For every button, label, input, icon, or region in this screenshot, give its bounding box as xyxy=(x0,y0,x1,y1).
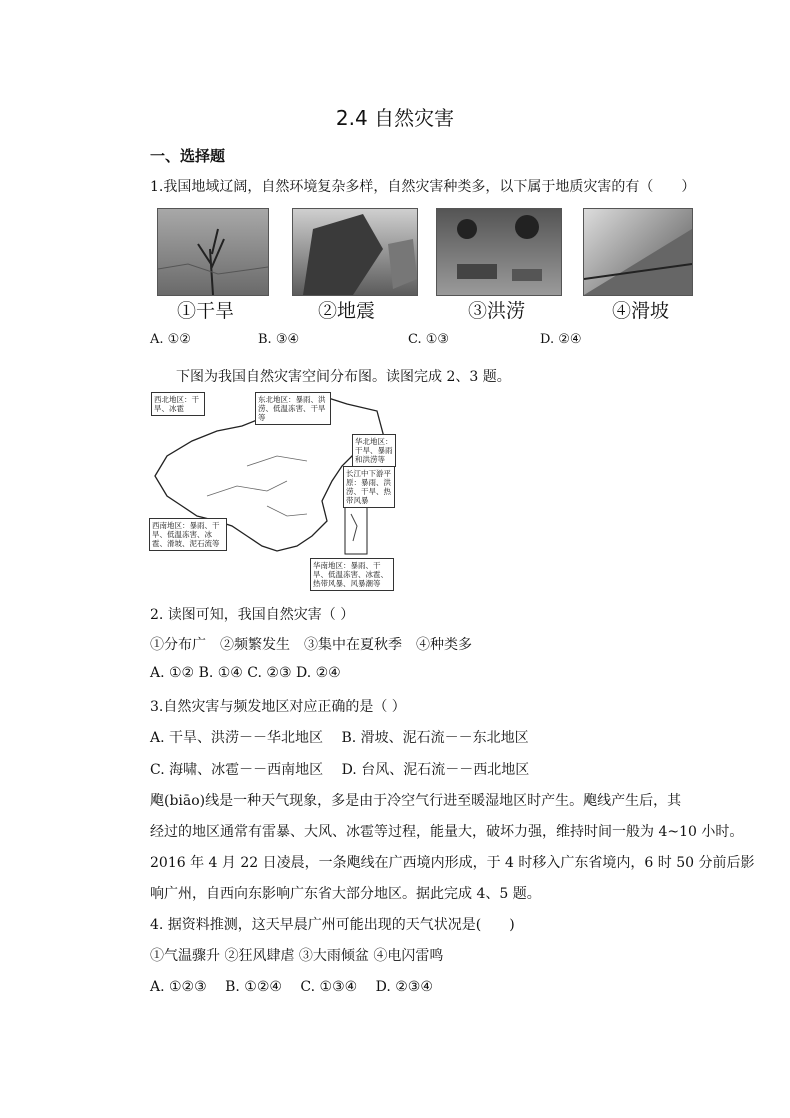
passage-line-3: 2016 年 4 月 22 日凌晨，一条飑线在广西境内形成，于 4 时移入广东省境内，6 时 50 分前后影 xyxy=(150,855,755,871)
q3-options-row1: A. 干旱、洪涝－－华北地区 B. 滑坡、泥石流－－东北地区 xyxy=(150,730,529,746)
passage-line-2: 经过的地区通常有雷暴、大风、冰雹等过程，能量大，破坏力强，维持时间一般为 4~10 小时。 xyxy=(150,824,744,840)
caption-earthquake: ②地震 xyxy=(318,300,376,322)
q1-option-b: B. ③④ xyxy=(258,332,300,347)
label-south: 华南地区：暴雨、干旱、低温冻害、冰雹、热带风暴、风暴潮等 xyxy=(310,558,394,591)
q1-option-c: C. ①③ xyxy=(408,332,450,347)
landslide-photo xyxy=(583,208,693,296)
q4-items: ①气温骤升 ②狂风肆虐 ③大雨倾盆 ④电闪雷鸣 xyxy=(150,948,444,964)
label-north: 华北地区：干旱、暴雨和洪涝等 xyxy=(352,434,396,467)
q3-options-row2: C. 海啸、冰雹－－西南地区 D. 台风、泥石流－－西北地区 xyxy=(150,762,530,778)
disaster-map xyxy=(147,386,393,594)
caption-drought: ①干旱 xyxy=(177,300,235,322)
q4-stem: 4. 据资料推测，这天早晨广州可能出现的天气状况是( ) xyxy=(150,917,515,933)
q1-option-d: D. ②④ xyxy=(540,332,582,347)
earthquake-photo xyxy=(292,208,418,296)
q2-items: ①分布广 ②频繁发生 ③集中在夏秋季 ④种类多 xyxy=(150,637,472,653)
label-northwest: 西北地区：干旱、冰雹 xyxy=(151,392,205,416)
q2-stem: 2. 读图可知，我国自然灾害（ ） xyxy=(150,607,355,623)
label-yangtze: 长江中下游平原：暴雨、洪涝、干旱、热带风暴 xyxy=(343,466,395,508)
passage-line-4: 响广州，自西向东影响广东省大部分地区。据此完成 4、5 题。 xyxy=(150,886,541,902)
section-heading: 一、选择题 xyxy=(150,147,226,165)
q1-option-a: A. ①② xyxy=(150,332,191,347)
caption-flood: ③洪涝 xyxy=(468,300,526,322)
drought-photo xyxy=(157,208,269,296)
q1-stem: 1.我国地域辽阔，自然环境复杂多样，自然灾害种类多，以下属于地质灾害的有（ ） xyxy=(150,179,696,195)
flood-photo xyxy=(436,208,562,296)
q3-stem: 3.自然灾害与频发地区对应正确的是（ ） xyxy=(150,699,406,715)
label-northeast: 东北地区：暴雨、洪涝、低温冻害、干旱等 xyxy=(255,392,331,425)
map-intro: 下图为我国自然灾害空间分布图。读图完成 2、3 题。 xyxy=(176,369,511,385)
q2-options: A. ①② B. ①④ C. ②③ D. ②④ xyxy=(150,665,341,681)
caption-landslide: ④滑坡 xyxy=(612,300,670,322)
page-title: 2.4 自然灾害 xyxy=(335,106,455,130)
q4-options: A. ①②③ B. ①②④ C. ①③④ D. ②③④ xyxy=(150,979,433,995)
passage-line-1: 飑(biāo)线是一种天气现象，多是由于冷空气行进至暖湿地区时产生。飑线产生后，其 xyxy=(150,793,682,809)
label-southwest: 西南地区：暴雨、干旱、低温冻害、冰雹、滑坡、泥石流等 xyxy=(149,518,227,551)
